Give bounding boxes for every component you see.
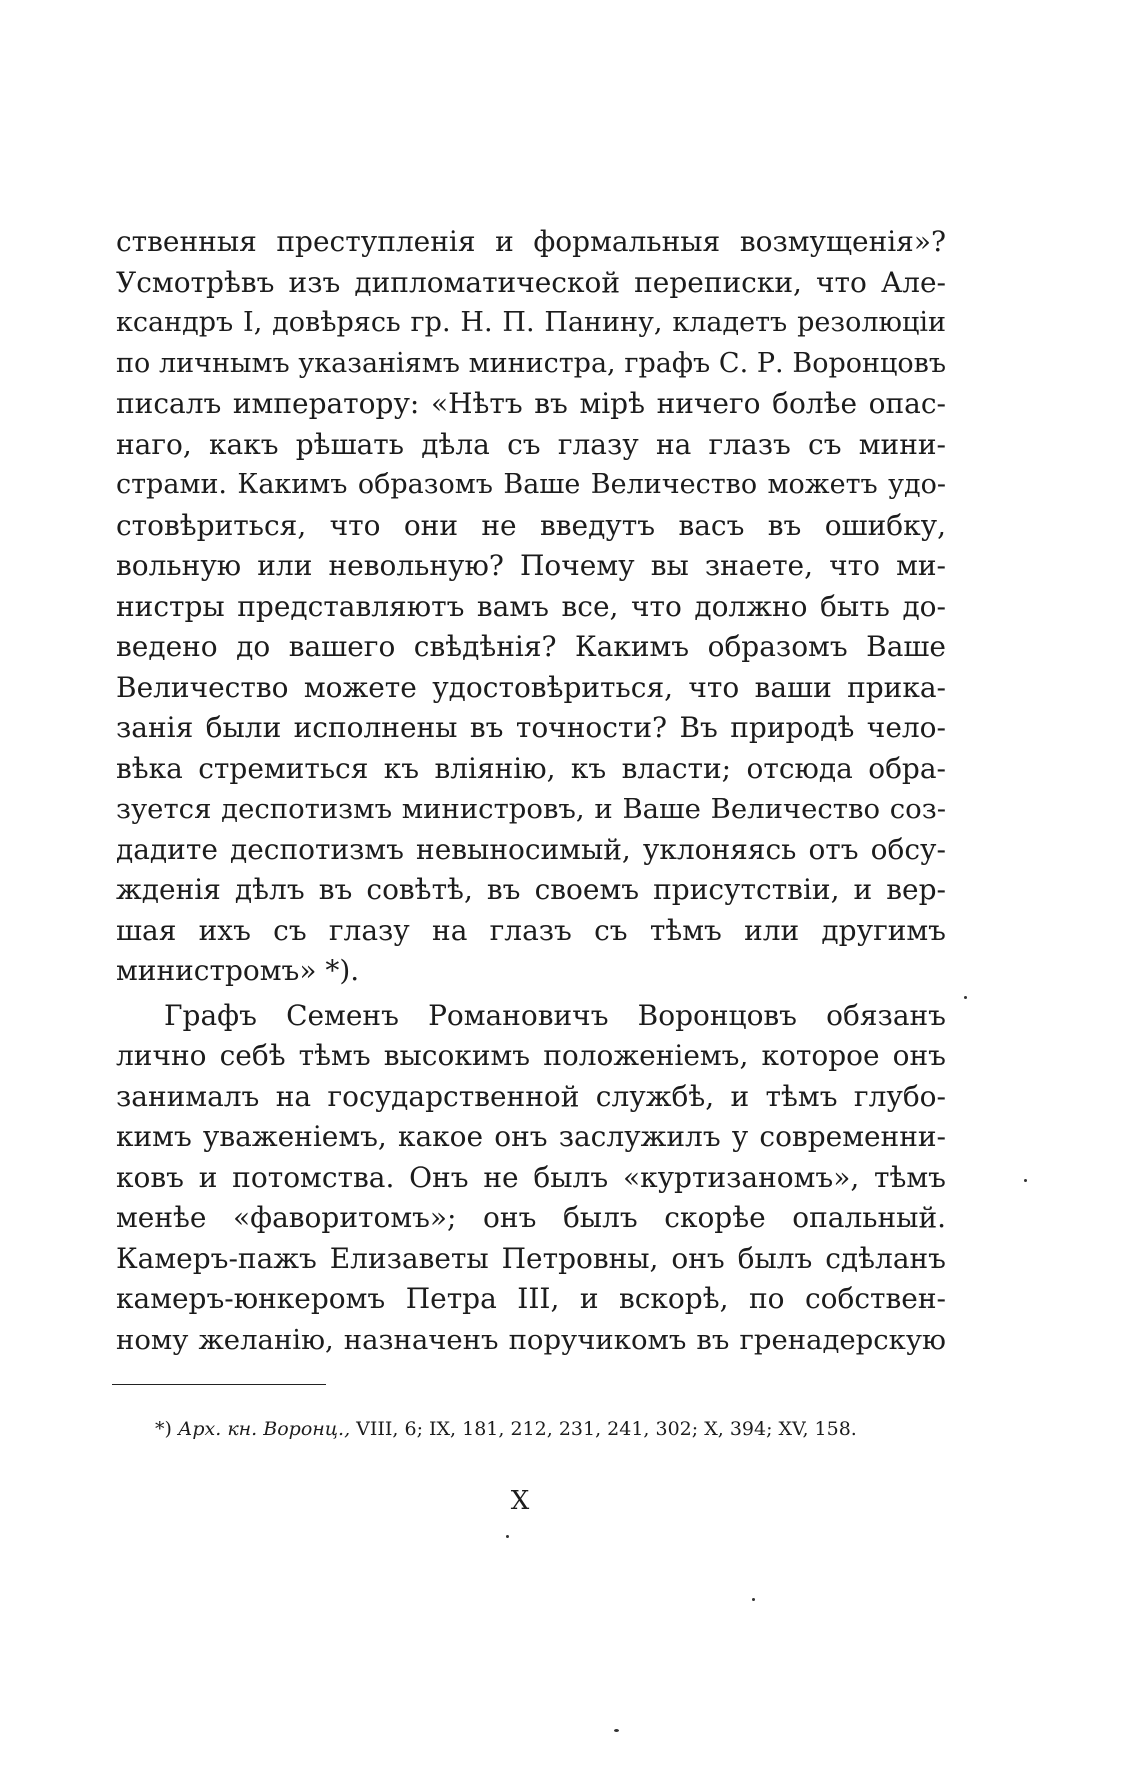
- body-text: [116, 222, 946, 1360]
- text-line: стовѣриться, что они не введутъ васъ въ ошибку,: [116, 508, 946, 542]
- text-line: Усмотрѣвъ изъ дипломатической переписки, что Але-: [116, 265, 946, 299]
- text-line: ксандръ I, довѣрясь гр. Н. П. Панину, кладетъ резолюціи: [116, 307, 946, 338]
- scan-speck: [614, 1729, 619, 1732]
- scan-speck: [752, 1598, 755, 1601]
- text-line: Величество можете удостовѣриться, что ваши прика-: [116, 670, 946, 704]
- text-line: Графъ Семенъ Романовичъ Воронцовъ обязанъ: [164, 998, 946, 1032]
- text-line: занималъ на государственной службѣ, и тѣмъ глубо-: [116, 1079, 946, 1113]
- text-line: ному желанію, назначенъ поручикомъ въ гренадерскую: [116, 1323, 946, 1356]
- text-line: дадите деспотизмъ невыносимый, уклоняясь отъ обсу-: [116, 832, 946, 866]
- footnote: [155, 1414, 945, 1444]
- text-line: ственныя преступленія и формальныя возмущенія»?: [116, 225, 946, 258]
- text-line: Камеръ-пажъ Елизаветы Петровны, онъ былъ сдѣланъ: [116, 1241, 946, 1275]
- text-line: жденія дѣлъ въ совѣтѣ, въ своемъ присутствіи, и вер-: [116, 873, 946, 906]
- page-signature: X: [510, 1486, 530, 1516]
- text-line: кимъ уваженіемъ, какое онъ заслужилъ у современни-: [116, 1120, 946, 1153]
- text-line: по личнымъ указаніямъ министра, графъ С. Р. Воронцовъ: [116, 347, 946, 379]
- scan-speck: [1024, 1179, 1027, 1182]
- text-line: ведено до вашего свѣдѣнія? Какимъ образомъ Ваше: [116, 630, 946, 663]
- text-line: камеръ-юнкеромъ Петра III, и вскорѣ, по собствен-: [116, 1282, 946, 1315]
- text-line: наго, какъ рѣшать дѣла съ глазу на глазъ съ мини-: [116, 427, 946, 461]
- footnote-marker: *): [155, 1418, 172, 1440]
- footnote-source: Арх. кн. Воронц.,: [177, 1418, 351, 1440]
- text-line: нистры представляютъ вамъ все, что должно быть до-: [116, 589, 946, 623]
- text-line: вѣка стремиться къ вліянію, къ власти; отсюда обра-: [116, 751, 946, 785]
- scan-speck: [964, 996, 967, 999]
- scan-speck: [506, 1535, 509, 1538]
- text-line: менѣе «фаворитомъ»; онъ былъ скорѣе опальный.: [116, 1201, 946, 1234]
- text-line: лично себѣ тѣмъ высокимъ положеніемъ, которое онъ: [116, 1039, 946, 1072]
- text-line: министромъ» *).: [116, 954, 360, 987]
- text-line: писалъ императору: «Нѣтъ въ мірѣ ничего болѣе опас-: [116, 387, 946, 420]
- footnote-references: VIII, 6; IX, 181, 212, 231, 241, 302; X, 394; XV, 158.: [356, 1418, 857, 1440]
- text-line: вольную или невольную? Почему вы знаете, что ми-: [116, 549, 946, 582]
- text-line: зуется деспотизмъ министровъ, и Ваше Величество соз-: [116, 793, 946, 825]
- text-line: ковъ и потомства. Онъ не былъ «куртизаномъ», тѣмъ: [116, 1160, 946, 1194]
- text-line: страми. Какимъ образомъ Ваше Величество можетъ удо-: [116, 469, 946, 500]
- text-line: занія были исполнены въ точности? Въ природѣ чело-: [116, 711, 946, 744]
- text-line: шая ихъ съ глазу на глазъ съ тѣмъ или другимъ: [116, 913, 946, 947]
- footnote-rule: [112, 1384, 326, 1385]
